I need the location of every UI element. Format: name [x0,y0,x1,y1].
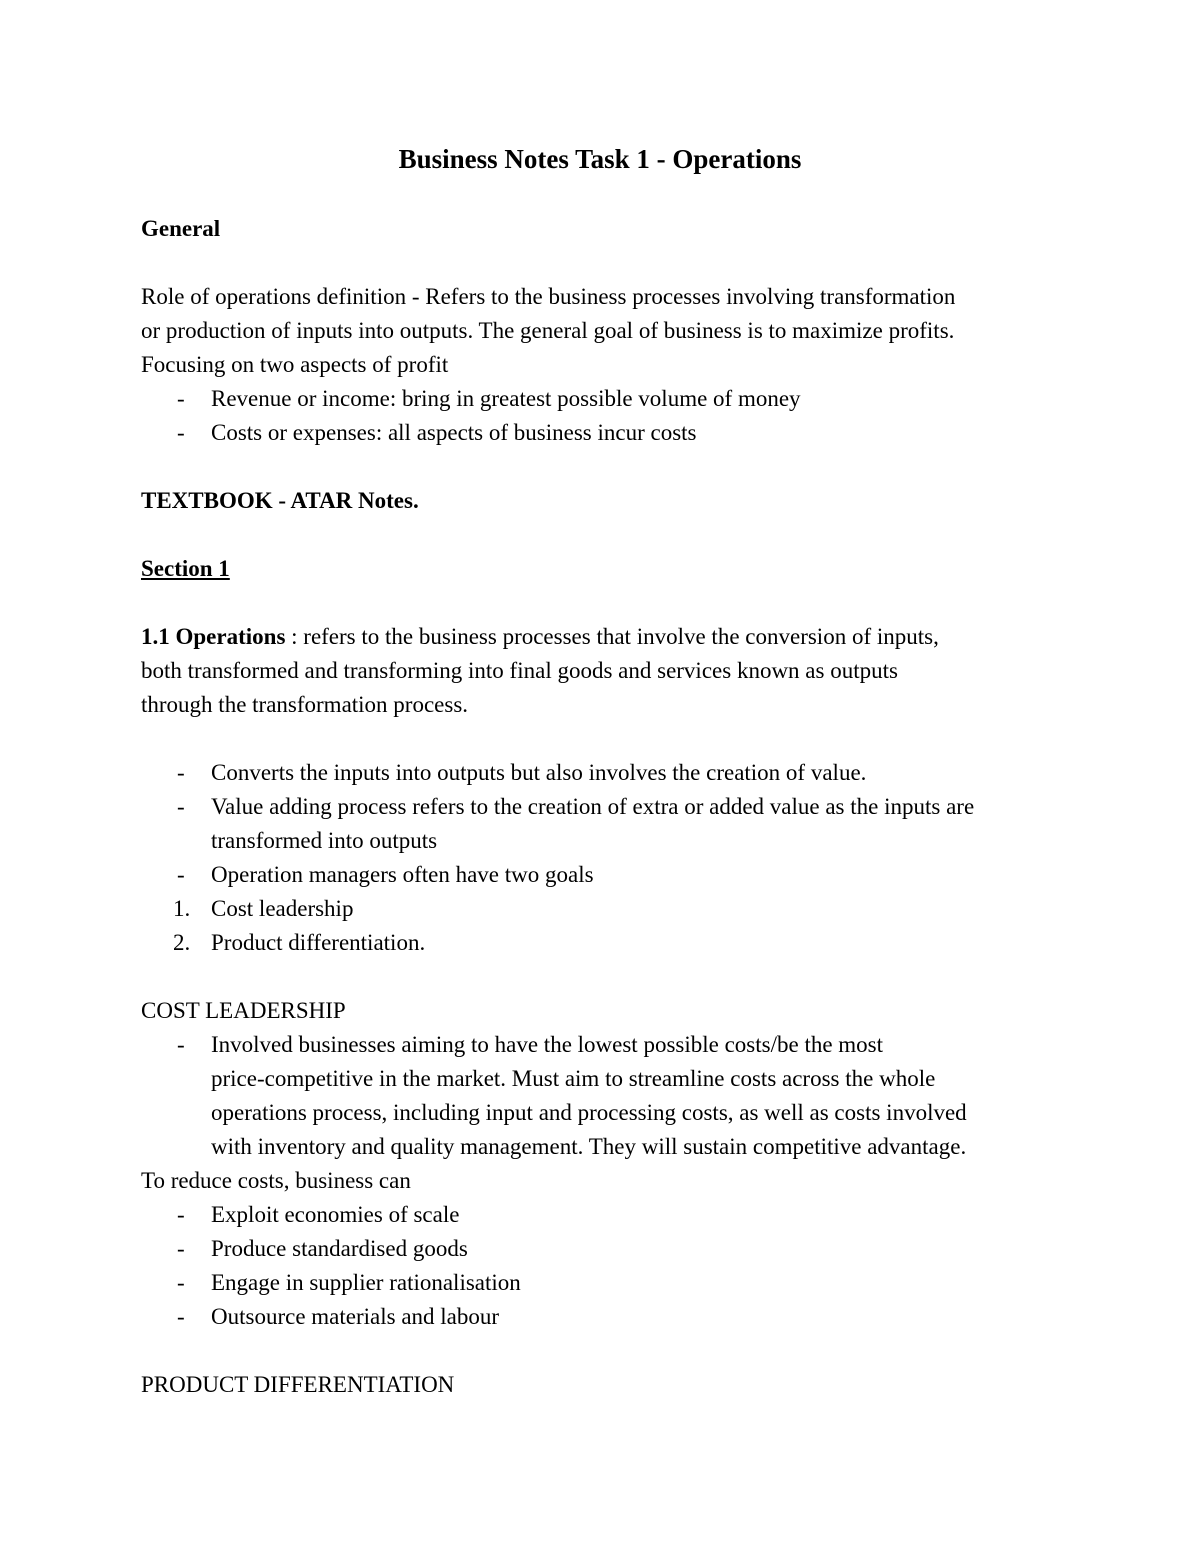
cost-leadership-heading: COST LEADERSHIP [141,998,346,1023]
cost-leadership-bullet-list [141,1028,1071,1164]
dash-bullet: - [177,1236,185,1261]
definition-term: 1.1 Operations [141,624,286,649]
document-page [141,141,1071,1402]
list-item: - Revenue or income: bring in greatest possible volume of money [141,382,1071,416]
dash-bullet: - [177,862,185,887]
goals-numbered-list [141,892,1071,960]
product-differentiation-heading: PRODUCT DIFFERENTIATION [141,1372,455,1397]
dash-bullet: - [177,760,185,785]
list-item: - Costs or expenses: all aspects of business incur costs [141,416,1071,450]
dash-bullet: - [177,1304,185,1329]
textbook-reference: TEXTBOOK - ATAR Notes. [141,488,419,513]
list-item: 1. Cost leadership [141,892,1071,926]
number-marker: 2. [173,930,191,955]
general-heading: General [141,216,221,241]
operations-definition [141,620,1071,722]
list-item: - Involved businesses aiming to have the lowest possible costs/be the most price-competitive in the market. Must aim to streamline costs across the whole operations process, including input and processing costs, as well as costs involved with inventory and quality management. They will sustain competitive advantage. [141,1028,1071,1164]
general-paragraph [141,280,1071,382]
list-item: 2. Product differentiation. [141,926,1071,960]
paragraph-line: or production of inputs into outputs. The general goal of business is to maximize profits. [141,318,955,343]
reduce-costs-intro: To reduce costs, business can [141,1168,411,1193]
list-item: - Operation managers often have two goals [141,858,1071,892]
dash-bullet: - [177,386,185,411]
operations-bullet-list [141,756,1071,892]
list-item: - Exploit economies of scale [141,1198,1071,1232]
dash-bullet: - [177,420,185,445]
paragraph-line: Focusing on two aspects of profit [141,352,449,377]
paragraph-line: Role of operations definition - Refers to the business processes involving transformation [141,284,956,309]
dash-bullet: - [177,1270,185,1295]
general-bullet-list [141,382,1071,450]
document-title: Business Notes Task 1 - Operations [398,144,802,174]
list-item: - Produce standardised goods [141,1232,1071,1266]
list-item: - Outsource materials and labour [141,1300,1071,1334]
dash-bullet: - [177,794,185,819]
reduce-costs-bullet-list [141,1198,1071,1334]
definition-text: both transformed and transforming into final goods and services known as outputs [141,658,898,683]
definition-text: : refers to the business processes that involve the conversion of inputs, [285,624,939,649]
section-1-heading: Section 1 [141,556,230,581]
list-item: - Value adding process refers to the creation of extra or added value as the inputs are transformed into outputs [141,790,1071,858]
dash-bullet: - [177,1202,185,1227]
list-item: - Engage in supplier rationalisation [141,1266,1071,1300]
number-marker: 1. [173,896,191,921]
dash-bullet: - [177,1032,185,1057]
list-item: - Converts the inputs into outputs but also involves the creation of value. [141,756,1071,790]
definition-text: through the transformation process. [141,692,469,717]
